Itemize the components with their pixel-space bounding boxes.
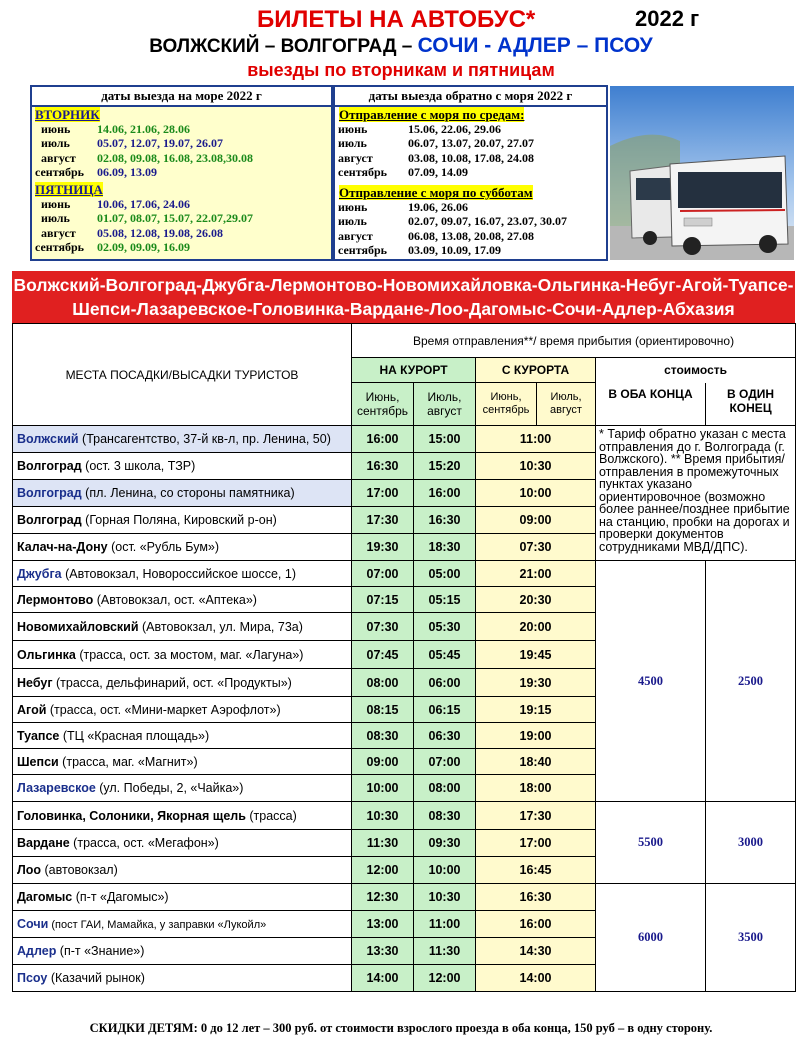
dates-list: 06.07, 13.07, 20.07, 27.07 [408,136,534,151]
time-header: Время отправления**/ время прибытия (ориентировочно) [352,324,796,358]
city-name: Сочи [17,917,49,931]
route-subtitle [0,34,802,58]
place-cell [13,641,352,669]
place-address: (ост. 3 школа, ТЗР) [81,459,196,473]
city-name: Адлер [17,944,57,958]
wednesday-label: Отправление с моря по средам: [339,107,525,122]
place-address: (Автовокзал, Новороссийское шоссе, 1) [61,566,296,581]
time-cell: 18:40 [476,749,596,775]
year-text: 2022 г [635,6,700,31]
time-cell: 06:15 [414,697,476,723]
time-cell: 14:30 [476,938,596,965]
place-address: (пл. Ленина, со стороны памятника) [81,486,295,500]
dates-list: 14.06, 21.06, 28.06 [97,122,190,136]
route-destination: СОЧИ - АДЛЕР – ПСОУ [417,34,653,57]
place-cell [13,507,352,534]
city-name: Волгоград [17,459,82,473]
time-cell: 21:00 [476,561,596,587]
time-cell: 19:45 [476,641,596,669]
time-cell: 10:30 [352,802,414,830]
place-cell [13,587,352,613]
time-cell: 05:45 [414,641,476,669]
time-cell: 12:30 [352,884,414,911]
time-cell: 10:30 [414,884,476,911]
dates-to-sea-box [30,85,333,261]
time-cell: 08:15 [352,697,414,723]
time-cell: 12:00 [352,857,414,884]
time-cell: 07:15 [352,587,414,613]
route-origin: ВОЛЖСКИЙ – ВОЛГОГРАД – [149,36,418,57]
dates-list: 15.06, 22.06, 29.06 [408,122,501,136]
tuesday-label: ВТОРНИК [35,107,100,122]
month-label: июль [338,214,367,229]
month-label: июнь [41,122,71,136]
time-cell: 05:30 [414,613,476,641]
place-address: (Трансагентство, 37-й кв-л, пр. Ленина, 50) [78,432,331,446]
time-cell: 13:30 [352,938,414,965]
dates-to-sea-heading: даты выезда на море 2022 г [32,87,331,107]
time-cell: 15:00 [414,426,476,453]
month-label: август [41,150,76,165]
table-row [13,884,796,911]
dates-list: 05.08, 12.08, 19.08, 26.08 [97,225,223,240]
price-one-way: 3000 [706,802,796,884]
time-cell: 12:00 [414,965,476,992]
month-label: сентябрь [338,164,387,179]
city-name: Джубга [17,566,62,581]
place-cell [13,938,352,965]
dates-from-sea-box [333,85,608,261]
city-name: Головинка, Солоники, Якорная щель [17,808,246,823]
month-label: август [338,228,373,243]
time-cell: 11:00 [414,911,476,938]
city-name: Лоо [17,863,42,877]
place-cell [13,480,352,507]
place-cell [13,857,352,884]
price-both-ways: 6000 [596,884,706,992]
time-cell: 06:00 [414,669,476,697]
place-address: (трасса, дельфинарий, ост. «Продукты») [52,675,292,690]
place-cell [13,697,352,723]
time-cell: 17:00 [352,480,414,507]
time-cell: 17:00 [476,830,596,857]
time-cell: 16:00 [414,480,476,507]
city-name: Шепси [17,754,59,769]
time-cell: 07:00 [414,749,476,775]
price-both-ways: 4500 [596,561,706,802]
city-name: Туапсе [17,728,60,743]
city-name: Волгоград [17,513,82,527]
dates-list: 01.07, 08.07, 15.07, 22.07,29.07 [97,211,253,226]
dates-list: 05.07, 12.07, 19.07, 26.07 [97,136,223,151]
dates-from-sea-heading: даты выезда обратно с моря 2022 г [335,87,606,107]
city-name: Калач-на-Дону [17,540,108,554]
to-resort-header: НА КУРОРТ [352,358,476,383]
month-label: август [41,225,76,240]
time-cell: 06:30 [414,723,476,749]
time-cell: 20:00 [476,613,596,641]
time-cell: 07:00 [352,561,414,587]
both-ways-header: В ОБА КОНЦА [596,383,706,426]
dates-list: 03.09, 10.09, 17.09 [408,243,501,258]
place-address: (п-т «Дагомыс») [72,890,169,904]
time-cell: 17:30 [476,802,596,830]
month-label: сентябрь [35,240,84,255]
place-address: (Горная Поляна, Кировский р-он) [81,513,277,527]
place-cell [13,669,352,697]
time-cell: 08:30 [352,723,414,749]
city-name: Волжский [17,432,79,446]
place-cell [13,802,352,830]
city-name: Ольгинка [17,647,76,662]
city-name: Лермонтово [17,592,94,607]
place-cell [13,965,352,992]
place-address: (Автовокзал, ост. «Аптека») [93,592,257,607]
city-name: Волгоград [17,486,82,500]
time-cell: 11:00 [476,426,596,453]
time-cell: 19:00 [476,723,596,749]
time-cell: 07:30 [476,534,596,561]
month-label: июнь [338,122,368,136]
place-address: (Казачий рынок) [47,971,145,985]
dates-list: 02.09, 09.09, 16.09 [97,240,190,255]
dates-list: 19.06, 26.06 [408,200,468,215]
dates-list: 10.06, 17.06, 24.06 [97,197,190,212]
month-label: июнь [338,200,368,215]
place-address: (трасса, ост. за мостом, маг. «Лагуна») [75,647,304,662]
time-cell: 19:30 [476,669,596,697]
time-cell: 15:20 [414,453,476,480]
place-address: (трасса, ост. «Мини-маркет Аэрофлот») [46,702,281,717]
month-label: сентябрь [338,243,387,258]
time-cell: 07:30 [352,613,414,641]
departure-days: выезды по вторникам и пятницам [247,60,555,80]
place-cell [13,613,352,641]
june-sept-header: Июнь, сентябрь [476,383,537,426]
friday-label: ПЯТНИЦА [35,182,103,198]
time-cell: 07:45 [352,641,414,669]
time-cell: 17:30 [352,507,414,534]
july-aug-header: Июль, август [414,383,476,426]
month-label: июль [338,136,367,151]
time-cell: 16:30 [414,507,476,534]
time-cell: 08:00 [414,775,476,802]
city-name: Лазаревское [17,781,96,795]
month-label: июль [41,211,70,226]
time-cell: 16:45 [476,857,596,884]
saturday-label: Отправление с моря по субботам [339,185,533,201]
place-address: (ост. «Рубль Бум») [107,540,220,554]
child-discount-note: СКИДКИ ДЕТЯМ: 0 до 12 лет – 300 руб. от стоимости взрослого проезда в оба конца, 150 руб – в одну сторону. [89,1021,713,1035]
table-row [13,561,796,587]
month-label: июль [41,136,70,151]
place-cell [13,911,352,938]
dates-list: 02.08, 09.08, 16.08, 23.08,30.08 [97,150,253,165]
place-cell [13,426,352,453]
place-address: (трасса) [245,808,297,823]
time-cell: 09:00 [476,507,596,534]
title-text: БИЛЕТЫ НА АВТОБУС* [257,6,536,33]
dates-list: 02.07, 09.07, 16.07, 23.07, 30.07 [408,214,567,229]
dates-list: 03.08, 10.08, 17.08, 24.08 [408,150,534,165]
cost-header: стоимость [596,358,796,383]
place-cell [13,534,352,561]
time-cell: 05:15 [414,587,476,613]
time-cell: 10:00 [414,857,476,884]
time-cell: 10:00 [352,775,414,802]
place-cell [13,884,352,911]
time-cell: 14:00 [476,965,596,992]
time-cell: 18:30 [414,534,476,561]
time-cell: 20:30 [476,587,596,613]
time-cell: 13:00 [352,911,414,938]
time-cell: 16:30 [476,884,596,911]
time-cell: 18:00 [476,775,596,802]
june-sept-header: Июнь, сентябрь [352,383,414,426]
city-name: Псоу [17,971,48,985]
city-name: Небуг [17,675,53,690]
time-cell: 11:30 [352,830,414,857]
table-row [13,426,796,453]
time-cell: 08:30 [414,802,476,830]
price-one-way: 3500 [706,884,796,992]
time-cell: 16:00 [352,426,414,453]
table-row [13,802,796,830]
place-cell [13,749,352,775]
time-cell: 05:00 [414,561,476,587]
route-title: Волжский-Волгоград-Джубга-Лермонтово-Новомихайловка-Ольгинка-Небуг-Агой-Туапсе-Шепси-Лазаревское-Головинка-Вардане-Лоо-Дагомыс-Сочи-Адлер-Абхазия [12,271,795,323]
places-header: МЕСТА ПОСАДКИ/ВЫСАДКИ ТУРИСТОВ [13,324,352,426]
time-cell: 16:30 [352,453,414,480]
dates-list: 06.09, 13.09 [97,164,157,179]
place-address: (автовокзал) [41,863,118,877]
place-address: (пост ГАИ, Мамайка, у заправки «Лукойл» [48,919,267,931]
time-cell: 10:30 [476,453,596,480]
place-address: (трасса, ост. «Мегафон») [69,836,219,850]
schedule-table [12,323,796,992]
place-cell [13,723,352,749]
city-name: Новомихайловский [17,619,139,634]
place-address: (ТЦ «Красная площадь») [59,728,210,743]
time-cell: 19:30 [352,534,414,561]
place-address: (ул. Победы, 2, «Чайка») [95,781,244,795]
tariff-note: * Тариф обратно указан с места отправления до г. Волгограда (г. Волжского). ** Время прибытия/отправления в промежуточных пунктах указано ориентировочное (возможно более раннее/позднее прибытие на станцию, пробки на дорогах и проверки документов сотрудниками МВД/ДПС). [596,426,796,561]
place-cell [13,453,352,480]
price-both-ways: 5500 [596,802,706,884]
price-one-way: 2500 [706,561,796,802]
city-name: Дагомыс [17,890,73,904]
place-address: (Автовокзал, ул. Мира, 73а) [138,619,303,634]
place-cell [13,775,352,802]
city-name: Агой [17,702,47,717]
place-address: (трасса, маг. «Магнит») [58,754,198,769]
place-address: (п-т «Знание») [56,944,145,958]
time-cell: 08:00 [352,669,414,697]
dates-list: 06.08, 13.08, 20.08, 27.08 [408,228,534,243]
time-cell: 16:00 [476,911,596,938]
city-name: Вардане [17,836,70,850]
dates-list: 07.09, 14.09 [408,164,468,179]
time-cell: 09:00 [352,749,414,775]
month-label: июнь [41,197,71,212]
month-label: сентябрь [35,164,84,179]
place-cell [13,561,352,587]
page-title [0,4,802,34]
july-aug-header: Июль, август [537,383,596,426]
time-cell: 10:00 [476,480,596,507]
bus-photo [610,86,794,260]
from-resort-header: С КУРОРТА [476,358,596,383]
place-cell [13,830,352,857]
time-cell: 19:15 [476,697,596,723]
time-cell: 11:30 [414,938,476,965]
one-way-header: В ОДИН КОНЕЦ [706,383,796,426]
time-cell: 14:00 [352,965,414,992]
month-label: август [338,150,373,165]
time-cell: 09:30 [414,830,476,857]
